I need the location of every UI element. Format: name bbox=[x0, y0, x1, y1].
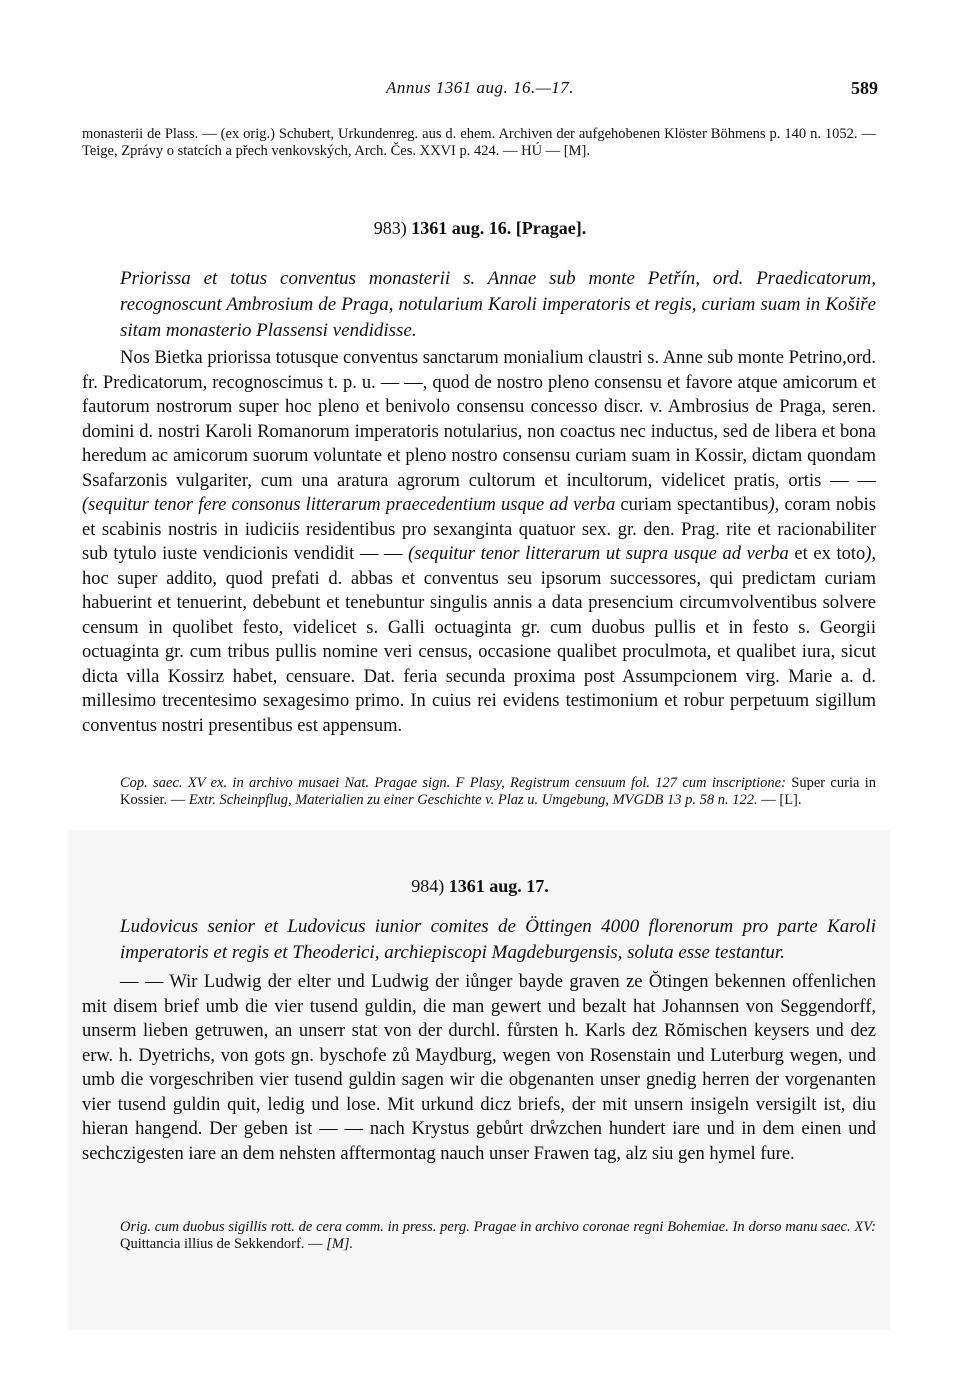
entry-983-source-part-4: — [L]. bbox=[757, 792, 802, 808]
entry-983-source-part-3: Extr. Scheinpflug, Materialien zu einer Geschichte v. Plaz u. Umgebung, MVGDB 13 p. 58 n. 122. bbox=[188, 792, 758, 808]
entry-983-body-part-6: (sequitur tenor litterarum ut supra usque ad verba bbox=[408, 544, 789, 564]
entry-984-number: 984) bbox=[411, 876, 445, 896]
entry-983-body-part-8: ), bbox=[865, 544, 877, 564]
entry-983-body-part-5: coram nobis et scabinis nostris in iudiciis residentibus pro sexanginta quatuor sex. gr. den. Prag. rite et racionabiliter sub tytulo iuste vendicionis vendidit — — bbox=[82, 495, 876, 564]
entry-984-source-part-3: [M]. bbox=[326, 1236, 354, 1252]
entry-984-source-part-2: Quittancia illius de Sekkendorf. — bbox=[120, 1236, 327, 1252]
entry-983-source bbox=[120, 775, 876, 809]
entry-984-body bbox=[82, 970, 876, 1166]
entry-983-body-part-7: et ex toto bbox=[788, 544, 866, 564]
entry-983-source-part-2: Super curia in Kossier. — bbox=[120, 775, 877, 808]
entry-984-source bbox=[120, 1219, 876, 1253]
entry-984-body-text: — — Wir Ludwig der elter und Ludwig der iůnger bayde graven ze Ŏtingen bekennen offenlichen mit disem brief umb die vier tusend guldin, die man gewert und bezalt hat Johannsen von Seggendorff, unserm lieben getruwen, an unserr stat von der durchl. fůrsten h. Karls dez Rŏmischen keysers und dez erw. h. Dyetrichs, von gots gn. byschofe zů Maydburg, wegen von Rosenstain und Luterburg wegen, und umb die vorgeschriben vier tusend guldin sagen wir die obgenanten unser gnedig herren der vorgenanten vier tusend guldin quit, ledig und lose. Mit urkund dicz briefs, der mit unsern insigeln versigilt ist, diu hieran hangend. Der geben ist — — nach Krystus gebůrt drẘzchen hundert iare und in dem einen und sechczigesten iare an dem nehsten afftermontag nauch unser Frawen tag, alz siu gen hymel fure. bbox=[82, 972, 876, 1164]
running-head bbox=[0, 78, 960, 104]
entry-984-heading bbox=[0, 876, 960, 897]
entry-983-date: 1361 aug. 16. [Pragae]. bbox=[411, 218, 587, 238]
entry-983-body-part-9: hoc super addito, quod prefati d. abbas et conventus seu ipsorum successores, qui predictam curiam habuerint et tenuerint, debebunt et tenebuntur singulis annis a data presencium circumvolventibus solvere censum in quolibet festo, videlicet s. Galli octuaginta gr. cum duobus pullis et in festo s. Georgii octuaginta gr. cum tribus pullis nomine veri census, occasione qualibet proculmota, et qualibet iura, sicut dicta villa Kossirz habet, censuare. Dat. feria secunda proxima post Assumpcionem virg. Marie a. d. millesimo trecentesimo sexagesimo primo. In cuius rei evidens testimonium et robur perpetuum sigillum conventus nostri presentibus est appensum. bbox=[82, 568, 876, 736]
entry-984-source-part-1: Orig. cum duobus sigillis rott. de cera comm. in press. perg. Pragae in archivo coronae regni Bohemiae. In dorso manu saec. XV: bbox=[120, 1219, 876, 1235]
running-head-title: Annus 1361 aug. 16.—17. bbox=[385, 78, 575, 97]
top-note: monasterii de Plass. — (ex orig.) Schubert, Urkundenreg. aus d. ehem. Archiven der aufgehobenen Klöster Böhmens p. 140 n. 1052. — Teige, Zprávy o statcích a přech venkovských, Arch. Čes. XXVI p. 424. — HÚ — [M]. bbox=[82, 126, 876, 159]
entry-983-body-part-3: curiam spectantibus bbox=[615, 495, 769, 515]
page-number: 589 bbox=[851, 78, 878, 98]
entry-983-body-part-2: (sequitur tenor fere consonus litterarum praecedentium usque ad verba bbox=[82, 495, 616, 515]
entry-984-date: 1361 aug. 17. bbox=[448, 876, 549, 896]
entry-983-heading bbox=[0, 218, 960, 239]
entry-984-regest: Ludovicus senior et Ludovicus iunior comites de Öttingen 4000 florenorum pro parte Karoli imperatoris et regis et Theoderici, archiepiscopi Magdeburgensis, soluta esse testantur. bbox=[120, 916, 876, 963]
entry-983-body bbox=[82, 346, 876, 738]
entry-983-number: 983) bbox=[373, 218, 407, 238]
entry-983-source-part-1: Cop. saec. XV ex. in archivo musaei Nat. Pragae sign. F Plasy, Registrum censuum fol. 127 cum inscriptione: bbox=[120, 775, 786, 791]
entry-983-body-part-4: ), bbox=[768, 495, 780, 515]
entry-983-body-part-1: Nos Bietka priorissa totusque conventus sanctarum monialium claustri s. Anne sub monte Petrino,ord. fr. Predicatorum, recognoscimus t. p. u. — —, quod de nostro pleno consensu et favore atque amicorum et fautorum nostrorum super hoc pleno et benivolo consensu concesso discr. v. Ambrosius de Praga, seren. domini d. nostri Karoli Romanorum imperatoris notularius, non coactus nec inductus, sed de libera et bona heredum ac amicorum suorum voluntate et pleno nostro consensu curiam suam in Kossir, dictam quondam Ssafarzonis vulgariter, cum una aratura agrorum cultorum et incultorum, videlicet pratis, ortis — — bbox=[82, 348, 876, 491]
entry-983-regest: Priorissa et totus conventus monasterii s. Annae sub monte Petřín, ord. Praedicatorum, recognoscunt Ambrosium de Praga, notularium Karoli imperatoris et regis, curiam suam in Košiře sitam monasterio Plassensi vendidisse. bbox=[120, 268, 876, 341]
